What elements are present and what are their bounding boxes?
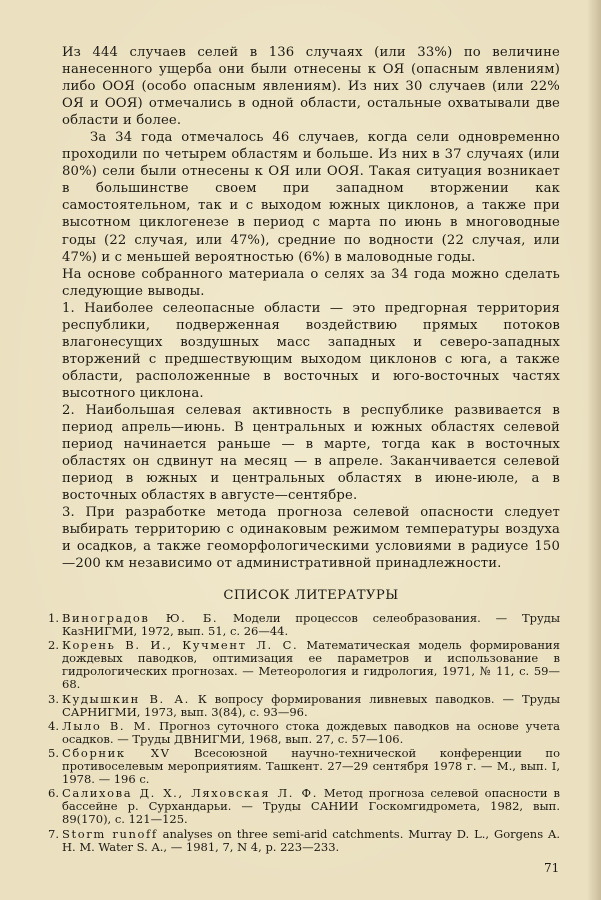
paragraph-3: На основе собранного материала о селях за 34 года можно сделать следующие выводы. — [62, 266, 560, 299]
reference-item — [48, 693, 560, 719]
reference-number: 3. — [48, 691, 59, 706]
paragraph-2: За 34 года отмечалось 46 случаев, когда сели одновременно проходили по четырем областям и больше. Из них в 37 случаях (или 80%) сели были отнесены к ОЯ или ООЯ. Такая ситуация возникает в большинстве своем при западном вторжении как самостоятельном, так и с выходом южных циклонов, а также при высотном циклогенезе в период с марта по июнь в многоводные годы (22 случая, или 47%), средние по водности (22 случая, или 47%) и с меньшей вероятностью (6%) в маловодные годы. — [62, 130, 560, 265]
reference-author: Storm runoff — [62, 826, 158, 841]
reference-item — [48, 787, 560, 826]
reference-item — [48, 639, 560, 691]
reference-text: Всесоюзной научно-технической конференции по противоселевым мероприятиям. Ташкент. 27—29 сентября 1978 г. — М., вып. I, 1978. — 196 с. — [62, 745, 560, 787]
reference-text: Метод прогноза селевой опасности в бассейне р. Сурхандарьи. — Труды САНИИ Госкомгидромета, 1982, вып. 89(170), с. 121—125. — [62, 786, 560, 827]
references-list — [48, 612, 560, 855]
reference-number: 2. — [48, 638, 59, 653]
main-text — [62, 44, 560, 572]
reference-text: Модели процессов селеобразования. — Труды КазНИГМИ, 1972, вып. 51, с. 26—44. — [62, 611, 561, 639]
reference-item — [48, 747, 560, 786]
reference-item — [48, 720, 560, 746]
reference-item — [48, 828, 560, 854]
reference-number: 5. — [48, 745, 59, 760]
reference-item — [48, 612, 560, 638]
references-heading: СПИСОК ЛИТЕРАТУРЫ — [223, 588, 399, 603]
reference-author: Лыло В. М. — [62, 718, 153, 733]
page-edge-shadow — [587, 0, 601, 900]
page-number: 71 — [544, 861, 560, 875]
reference-text: К вопросу формирования ливневых паводков. — Труды САРНИГМИ, 1973, вып. 3(84), с. 93—96. — [62, 691, 560, 719]
reference-text: Математическая модель формирования дождевых паводков, оптимизация ее параметров и использование в гидрологических прогнозах. — Метеорология и гидрология, 1971, № 11, с. 59—68. — [62, 638, 560, 692]
paragraph-1: Из 444 случаев селей в 136 случаях (или 33%) по величине нанесенного ущерба они были отнесены к ОЯ (опасным явлениям) либо ООЯ (особо опасным явлениям). Из них 30 случаев (или 22% ОЯ и ООЯ) отмечались в одной области, остальные охватывали две области и более. — [62, 45, 560, 129]
reference-text: analyses on three semi-arid catchments. Murray D. L., Gorgens A. H. M. Water S. A., — 1981, 7, N 4, p. 223—233. — [62, 826, 560, 854]
reference-author: Кудышкин В. А. — [62, 691, 190, 706]
reference-number: 4. — [48, 718, 59, 733]
reference-number: 6. — [48, 786, 59, 801]
reference-number: 1. — [48, 611, 59, 625]
reference-author: Сборник XV — [62, 745, 171, 760]
reference-author: Корень В. И., Кучмент Л. С. — [62, 638, 299, 653]
reference-author: Виноградов Ю. Б. — [62, 611, 219, 625]
paragraph-5: 2. Наибольшая селевая активность в республике развивается в период апрель—июнь. В центральных и южных областях селевой период начинается раньше — в марте, тогда как в восточных областях он сдвинут на месяц — в апреле. Заканчивается селевой период в южных и центральных областях в июне-июле, а в восточных областях в августе—сентябре. — [62, 402, 560, 504]
reference-number: 7. — [48, 826, 59, 841]
reference-text: Прогноз суточного стока дождевых паводков на основе учета осадков. — Труды ДВНИГМИ, 1968, вып. 27, с. 57—106. — [62, 718, 560, 746]
reference-author: Салихова Д. Х., Ляховская Л. Ф. — [62, 786, 318, 801]
paragraph-6: 3. При разработке метода прогноза селевой опасности следует выбирать территорию с одинаковым режимом температуры воздуха и осадков, а также геоморфологическими условиями в радиусе 150—200 км независимо от административной принадлежности. — [62, 505, 560, 572]
paragraph-4: 1. Наиболее селеопасные области — это предгорная территория республики, подверженная воздействию прямых потоков влагонесущих воздушных масс западных и северо-западных вторжений с предшествующим выходом циклонов с юга, а также области, расположенные в восточных и юго-восточных частях высотного циклона. — [62, 300, 560, 401]
